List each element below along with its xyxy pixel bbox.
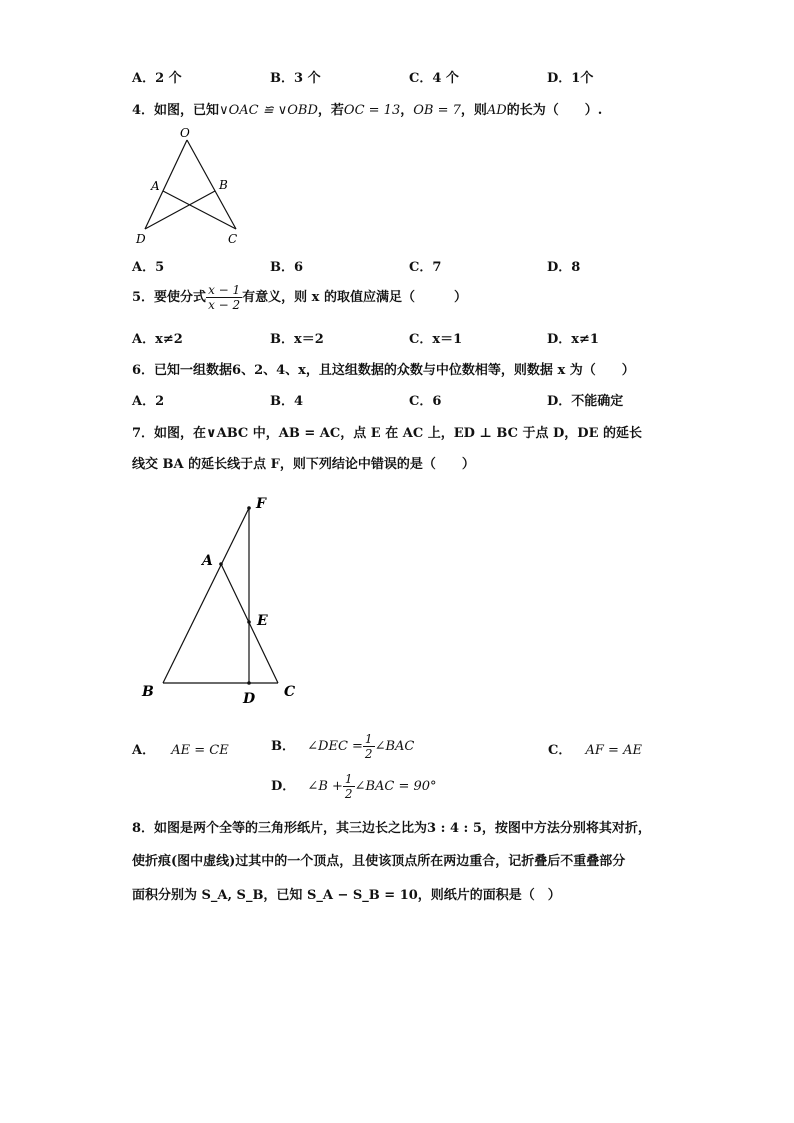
fraction-numerator: x − 1 — [208, 283, 241, 297]
option-a — [132, 256, 164, 275]
label-c: C — [228, 232, 238, 246]
label-o: O — [180, 126, 190, 140]
option-text: 3 个 — [294, 71, 321, 86]
stem-text: 使折痕(图中虚线)过其中的一个顶点，且使该顶点所在两边重合，记折叠后不重叠部分 — [132, 854, 626, 869]
option-text: ∠DEC = — [307, 739, 363, 754]
stem-text: 已知一组数据6、2、4、x，且这组数据的众数与中位数相等，则数据 x 为（ ） — [154, 363, 635, 378]
option-c — [409, 390, 441, 409]
option-c — [409, 67, 459, 86]
option-d — [547, 328, 599, 347]
option-d — [547, 67, 593, 86]
option-text: AF = AE — [585, 743, 642, 758]
option-text: ∠BAC = 90° — [354, 779, 437, 794]
option-label: C． — [409, 260, 433, 275]
option-label: D． — [547, 260, 572, 275]
label-b: B — [219, 178, 228, 192]
question-number: 7． — [132, 426, 155, 441]
stem-text: 如图，在∨ABC 中，AB = AC，点 E 在 AC 上，ED ⊥ BC 于点 D，DE 的延长 — [154, 426, 643, 441]
option-text: 不能确定 — [571, 394, 624, 409]
fraction-denominator: x − 2 — [208, 298, 241, 312]
math-oc: OC = 13 — [343, 103, 401, 118]
option-c — [409, 256, 441, 275]
option-label: B． — [270, 332, 294, 347]
option-text: x＝2 — [294, 332, 324, 347]
stem-text: ，则 — [460, 103, 487, 118]
label-d: D — [243, 691, 256, 707]
label-e: E — [257, 613, 268, 629]
fraction-denominator: 2 — [344, 787, 353, 801]
fraction-numerator: 1 — [344, 772, 353, 786]
stem-text: 如图，已知 — [154, 103, 220, 118]
stem-text: 的长为（ ）. — [506, 103, 603, 118]
q4-stem — [132, 99, 602, 118]
label-f: F — [256, 496, 266, 512]
q6-stem — [132, 359, 635, 378]
option-text: ∠BAC — [374, 739, 415, 754]
label-a: A — [151, 179, 160, 193]
q7-option-a — [132, 739, 229, 758]
option-text: 4 个 — [432, 71, 459, 86]
option-b — [270, 390, 303, 409]
option-text: 8 — [571, 260, 581, 275]
option-text: ∠B + — [307, 779, 343, 794]
option-label: B． — [270, 260, 294, 275]
math-congruence: ∨OAC ≌ ∨OBD — [219, 103, 318, 118]
q4-figure — [130, 122, 250, 250]
option-label: C． — [548, 743, 572, 758]
option-label: D． — [547, 394, 572, 409]
label-a: A — [202, 553, 213, 569]
option-label: A． — [132, 743, 156, 758]
label-d: D — [136, 232, 146, 246]
option-text: x≠2 — [155, 332, 183, 347]
stem-text: 如图是两个全等的三角形纸片，其三边长之比为3 : 4 : 5，按图中方法分别将其对折， — [154, 821, 651, 836]
q8-stem-line-2 — [132, 850, 625, 869]
q7-option-b — [271, 732, 414, 761]
option-label: C． — [409, 71, 433, 86]
option-text: 6 — [432, 394, 442, 409]
q7-figure — [135, 490, 310, 710]
option-text: 5 — [155, 260, 165, 275]
option-label: D． — [547, 332, 572, 347]
option-label: B． — [270, 394, 294, 409]
option-label: B． — [271, 739, 295, 754]
option-text: 7 — [432, 260, 442, 275]
option-label: D． — [547, 71, 572, 86]
option-text: AE = CE — [171, 743, 229, 758]
fraction — [343, 772, 355, 801]
question-number: 6． — [132, 363, 155, 378]
fraction-numerator: 1 — [364, 732, 373, 746]
question-number: 8． — [132, 821, 155, 836]
math-ob: OB = 7 — [413, 103, 461, 118]
label-b: B — [142, 684, 154, 700]
option-label: D． — [271, 779, 296, 794]
stem-text: ， — [400, 103, 414, 118]
fraction — [363, 732, 375, 761]
math-ad: AD — [486, 103, 507, 118]
label-c: C — [284, 684, 296, 700]
q8-stem-line-3 — [132, 884, 561, 903]
question-number: 4． — [132, 103, 155, 118]
option-label: A． — [132, 394, 156, 409]
q7-option-d — [271, 772, 437, 801]
q5-stem — [132, 283, 467, 312]
option-a — [132, 328, 183, 347]
stem-text: 有意义，则 x 的取值应满足（ ） — [242, 290, 467, 305]
q8-stem-line-1 — [132, 817, 651, 836]
option-b — [270, 67, 321, 86]
option-text: 6 — [294, 260, 304, 275]
q7-stem-line-1 — [132, 422, 642, 441]
option-label: C． — [409, 332, 433, 347]
option-a — [132, 390, 164, 409]
option-label: B． — [270, 71, 294, 86]
option-text: x＝1 — [432, 332, 463, 347]
q7-stem-line-2 — [132, 453, 475, 472]
option-label: A． — [132, 332, 156, 347]
q7-option-c — [548, 739, 642, 758]
option-b — [270, 328, 324, 347]
option-text: x≠1 — [571, 332, 599, 347]
option-text: 2 — [155, 394, 165, 409]
fraction — [206, 283, 242, 312]
option-label: C． — [409, 394, 433, 409]
stem-text: 面积分别为 S_A, S_B，已知 S_A − S_B = 10，则纸片的面积是（ ） — [132, 888, 561, 903]
option-text: 2 个 — [155, 71, 182, 86]
option-d — [547, 256, 580, 275]
option-label: A． — [132, 71, 156, 86]
question-number: 5． — [132, 290, 155, 305]
option-c — [409, 328, 462, 347]
fraction-denominator: 2 — [364, 747, 373, 761]
stem-text: 要使分式 — [154, 290, 207, 305]
stem-text: 线交 BA 的延长线于点 F，则下列结论中错误的是（ ） — [132, 457, 475, 472]
option-d — [547, 390, 623, 409]
stem-text: ，若 — [317, 103, 344, 118]
option-a — [132, 67, 182, 86]
option-b — [270, 256, 303, 275]
option-label: A． — [132, 260, 156, 275]
option-text: 1个 — [571, 71, 594, 86]
option-text: 4 — [294, 394, 304, 409]
